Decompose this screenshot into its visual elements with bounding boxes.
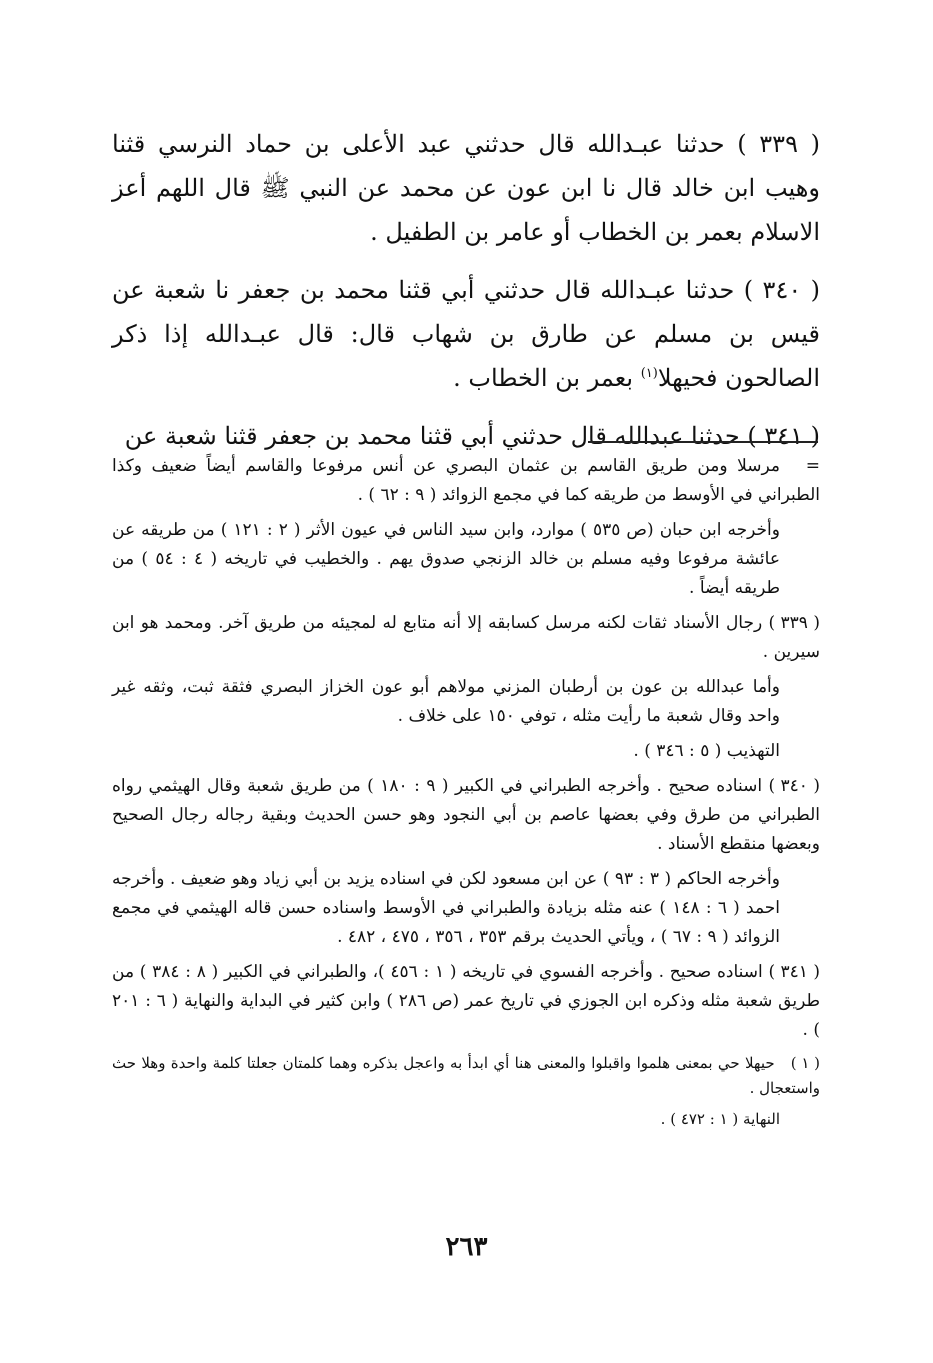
footnote-paragraph: النهاية ( ١ : ٤٧٢ ) . (660, 1110, 780, 1128)
hadith-341: ( ٣٤١ ) حدثنا عبدالله قال حدثني أبي قثنا محمد بن جعفر قثنا شعبة عن (124, 422, 820, 450)
footnote-text: رجال الأسناد ثقات لكنه مرسل كسابقه إلا أنه متابع له لمجيئه من طريق آخر. ومحمد هو ابن سيرين . (112, 613, 820, 662)
footnote-339 (112, 609, 820, 667)
hadith-340-text-end: بعمر بن الخطاب . (453, 364, 641, 392)
footnote-number: ( ٣٤١ ) (768, 962, 820, 982)
footnote-paragraph: وأما عبدالله بن عون بن أرطبان المزني مولاهم أبو عون الخزاز البصري فثقة ثبت، وثقه غير واحد وقال شعبة ما رأيت مثله ، توفي ١٥٠ على خلاف . (112, 677, 780, 726)
footnote-paragraph: وأخرجه ابن حبان (ص ٥٣٥ ) موارد، وابن سيد الناس في عيون الأثر ( ٢ : ١٢١ ) من طريقه عن عائشة مرفوعا وفيه مسلم بن خالد الزنجي صدوق يهم . والخطيب في تاريخه ( ٤ : ٥٤ ) من طريقه أيضاً . (112, 520, 780, 598)
hadith-340-text: ( ٣٤٠ ) حدثنا عبـدالله قال حدثني أبي قثنا محمد بن جعفر نا شعبة عن قيس بن مسلم عن طارق بن شهاب قال: قال عبـدالله إذا ذكر الصالحون فحيهلا (112, 276, 820, 392)
footnotes (112, 452, 820, 1138)
hadith-340 (112, 268, 820, 400)
page-number: ٢٦٣ (445, 1232, 488, 1262)
footnote-ref-1: (١) (640, 366, 658, 381)
footnote-text: حيهلا حي بمعنى هلموا واقبلوا والمعنى هنا أي ابدأ به واعجل بذكره وهما كلمتان جعلتا كلمة واحدة وهلا حث واستعجال . (112, 1054, 820, 1097)
main-text (112, 122, 820, 458)
footnote-paragraph: وأخرجه الحاكم ( ٣ : ٩٣ ) عن ابن مسعود لكن في اسناده يزيد بن أبي زياد وهو ضعيف . وأخرجه احمد ( ٦ : ١٤٨ ) عنه مثله بزيادة والطبراني في الأوسط واسناده حسن قاله الهيثمي في مجمع الزوائد ( ٩ : ٦٧ ) ، ويأتي الحديث برقم ٣٥٣ ، ٣٥٦ ، ٤٧٥ ، ٤٨٢ . (112, 869, 780, 947)
footnote-paragraph: التهذيب ( ٥ : ٣٤٦ ) . (633, 741, 780, 761)
continuation-mark: = (805, 456, 820, 476)
footnote-text: اسناده صحيح . وأخرجه الطبراني في الكبير ( ٩ : ١٨٠ ) من طريق شعبة وقال الهيثمي رواه الطبراني من طرق وفي بعضها عاصم بن أبي النجود وهو حسن الحديث وبقية رجاله رجال الصحيح وبعضها منقطع الأسناد . (112, 776, 820, 854)
footnote-text: مرسلا ومن طريق القاسم بن عثمان البصري عن أنس مرفوعا والقاسم أيضاً ضعيف وكذا الطبراني في الأوسط من طريقه كما في مجمع الزوائد ( ٩ : ٦٢ ) . (112, 456, 820, 505)
footnote-340 (112, 772, 820, 859)
footnote-1 (112, 1051, 820, 1101)
footnote-number: ( ٣٤٠ ) (768, 776, 820, 796)
hadith-339: ( ٣٣٩ ) حدثنا عبـدالله قال حدثني عبد الأعلى بن حماد النرسي قثنا وهيب ابن خالد قال نا ابن عون عن محمد عن النبي ﷺ قال اللهم أعز الاسلام بعمر بن الخطاب أو عامر بن الطفيل . (112, 130, 820, 246)
footnote-text: اسناده صحيح . وأخرجه الفسوي في تاريخه ( ١ : ٤٥٦ )، والطبراني في الكبير ( ٨ : ٣٨٤ ) من طريق شعبة مثله وذكره ابن الجوزي في تاريخ عمر (ص ٢٨٦ ) وابن كثير في البداية والنهاية ( ٦ : ٢٠١ ) . (112, 962, 820, 1040)
footnote-number: ( ١ ) (790, 1054, 820, 1072)
footnote-number: ( ٣٣٩ ) (768, 613, 820, 633)
footnote-341 (112, 958, 820, 1045)
footnote-continuation (112, 452, 820, 510)
footnote-separator (588, 441, 818, 443)
